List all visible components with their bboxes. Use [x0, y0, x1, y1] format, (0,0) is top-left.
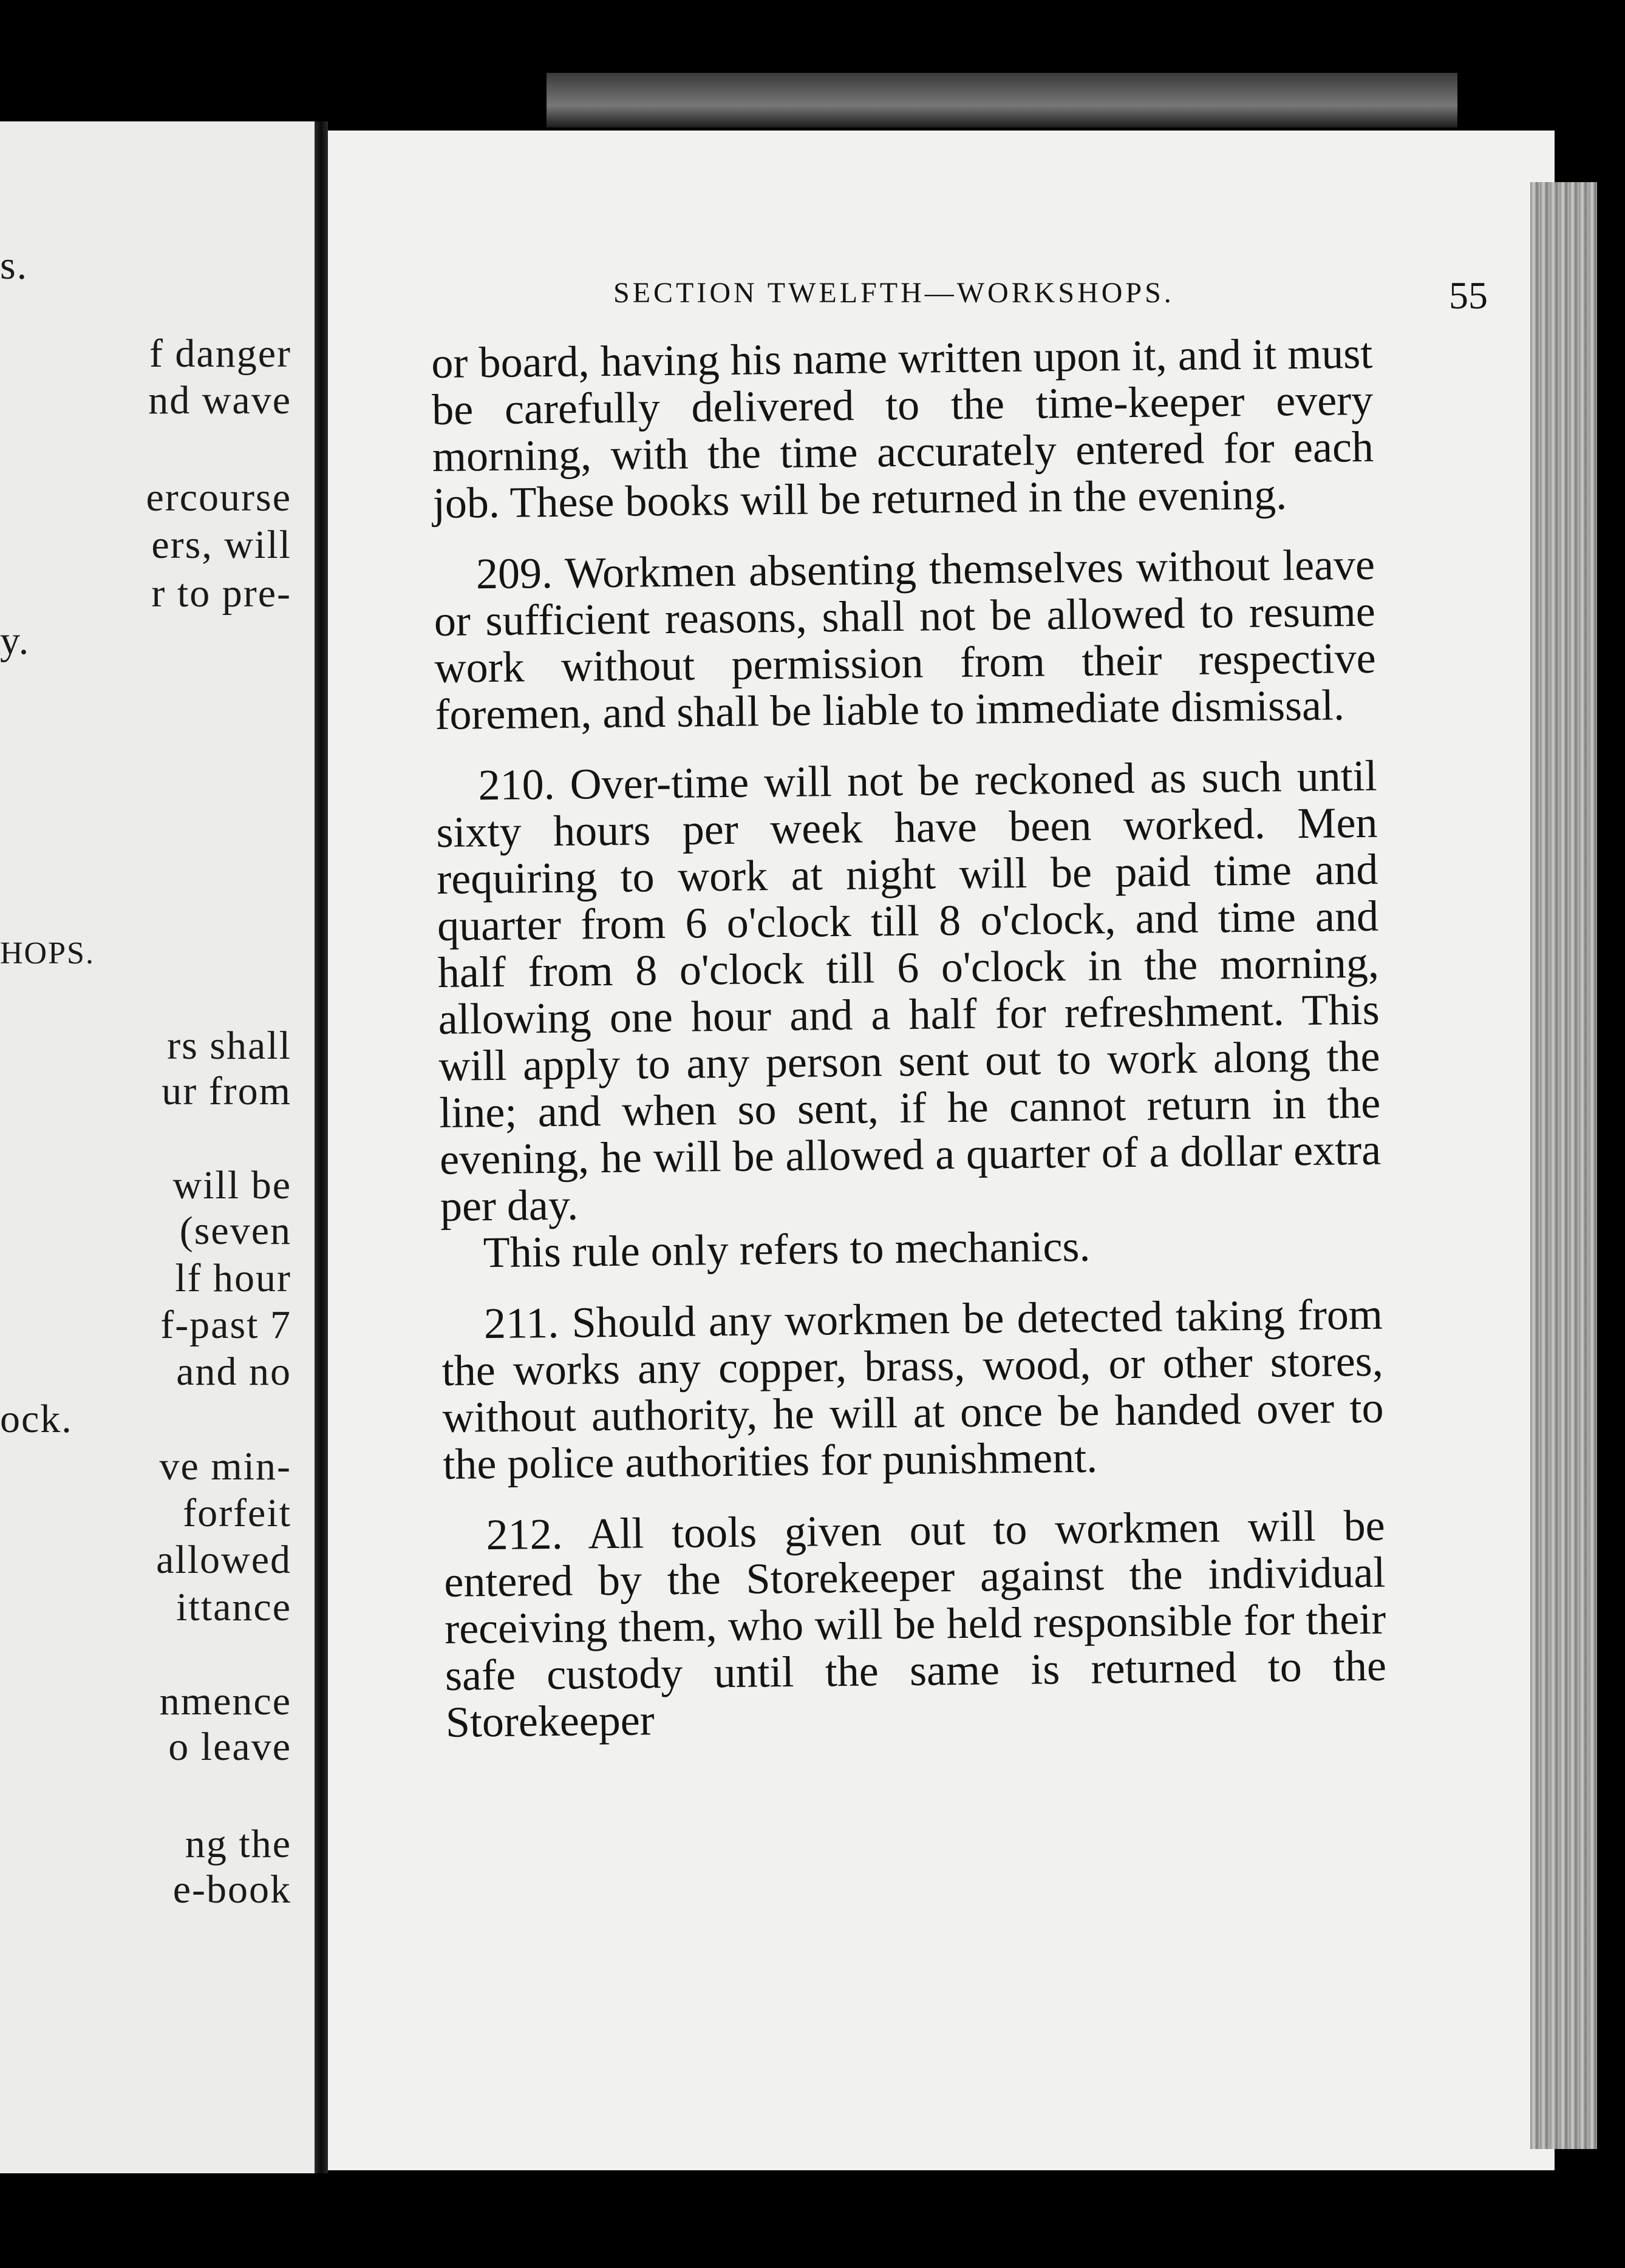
left-page-line: y.	[0, 619, 30, 663]
left-page-line: nmence	[159, 1679, 291, 1723]
left-page-line: ers, will	[151, 523, 291, 567]
paragraph-continued: or board, having his name written upon it, and it must be carefully delivered to the time-keeper every morning, with the time accurately entered for each job. These books will be returned in the evening.	[431, 328, 1374, 528]
left-page-line: forfeit	[183, 1491, 291, 1535]
page-body	[431, 330, 1387, 1746]
page-number: 55	[1449, 274, 1488, 317]
left-page-line: e-book	[172, 1867, 291, 1912]
left-page-line: o leave	[168, 1725, 291, 1769]
left-page-line: allowed	[156, 1538, 291, 1582]
left-page-line: lf hour	[175, 1256, 291, 1300]
left-page-line: ve min-	[159, 1444, 291, 1489]
left-page-line: rs shall	[167, 1024, 291, 1068]
left-page-line: f-past 7	[160, 1303, 291, 1347]
left-page-line: and no	[176, 1350, 291, 1394]
left-page	[0, 121, 316, 2173]
left-page-line: ng the	[185, 1822, 291, 1866]
left-page-line: s.	[0, 243, 29, 288]
paragraph-rule-211: 211. Should any workmen be detected taking from the works any copper, brass, wood, or other stores, without authority, he will at once be handed over to the police authorities for punishment.	[441, 1289, 1384, 1489]
left-page-line: nd wave	[148, 378, 291, 423]
left-page-line: r to pre-	[151, 571, 291, 616]
left-page-line: ock.	[0, 1397, 73, 1441]
paragraph-rule-210-note: This rule only refers to mechanics.	[483, 1221, 1091, 1277]
paragraph-rule-210: 210. Over-time will not be reckoned as such until sixty hours per week have been worked. Men requiring to work at night will be paid time and quarter from 6 o'clock till 8 o'clock, and time and half from 8 o'clock till 6 o'clock in the morning, allowing one hour and a half for refreshment. This will apply to any person sent out to work along the line; and when so sent, if he cannot return in the evening, he will be allowed a quarter of a dollar extra per day.	[436, 751, 1381, 1231]
paragraph-rule-209: 209. Workmen absenting themselves without leave or sufficient reasons, shall not be allowed to resume work without permission from their respective foremen, and shall be liable to immediate dismissal.	[434, 540, 1376, 739]
left-page-line: ittance	[176, 1585, 291, 1629]
left-page-line: f danger	[149, 331, 291, 376]
paragraph-rule-212: 212. All tools given out to workmen will be entered by the Storekeeper against the individual receiving them, who will be held responsible for their safe custody until the same is returned to the Storekeeper	[444, 1501, 1387, 1747]
left-page-line: (seven	[179, 1209, 291, 1253]
page-stack-edge	[1530, 182, 1597, 2149]
left-page-line: ercourse	[146, 475, 291, 520]
book-top-edge	[547, 73, 1457, 127]
left-page-running-head: HOPS.	[0, 936, 95, 971]
right-page	[328, 131, 1555, 2170]
book-gutter	[315, 121, 328, 2173]
running-head: SECTION TWELFTH—WORKSHOPS.	[613, 277, 1174, 309]
left-page-line: will be	[172, 1163, 291, 1207]
left-page-line: ur from	[162, 1069, 291, 1113]
